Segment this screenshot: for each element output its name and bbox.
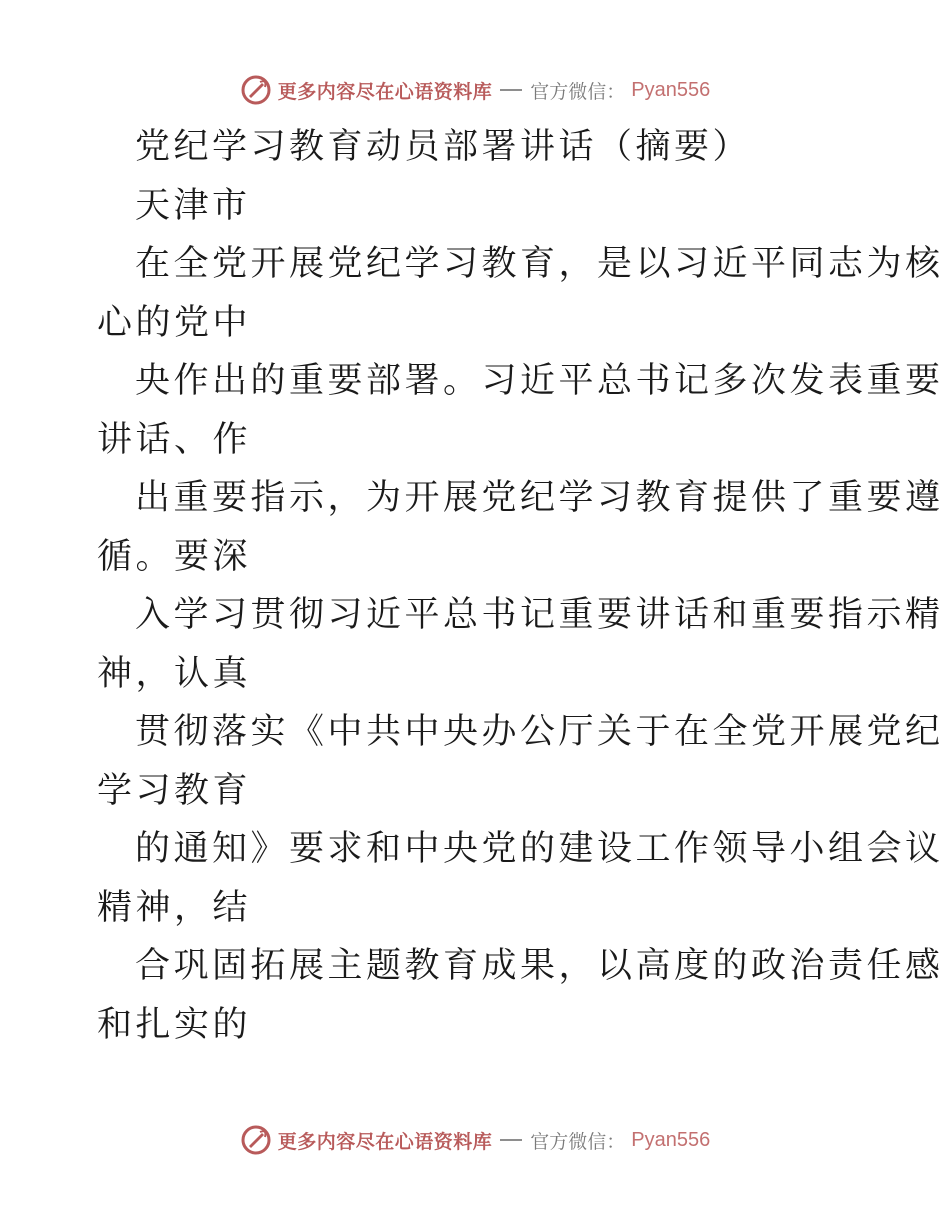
text-line: 在全党开展党纪学习教育，是以习近平同志为核 [135, 244, 944, 284]
text-line: 央作出的重要部署。习近平总书记多次发表重要 [135, 361, 944, 401]
banner-separator [500, 89, 522, 91]
contact-handle: Pyan556 [631, 78, 711, 101]
text-line: 的通知》要求和中央党的建设工作领导小组会议 [135, 829, 944, 869]
footer-watermark-banner [0, 1120, 950, 1160]
contact-handle: Pyan556 [631, 1128, 711, 1151]
text-line: 出重要指示，为开展党纪学习教育提供了重要遵 [135, 478, 944, 518]
document-body [97, 118, 944, 1054]
text-line: 神，认真 [97, 653, 252, 694]
brand-text: 更多内容尽在心语资料库 [277, 1130, 493, 1153]
text-line: 学习教育 [97, 770, 252, 811]
text-line: 和扎实的 [97, 1004, 252, 1045]
text-line: 心的党中 [97, 302, 252, 343]
banner-separator [500, 1139, 522, 1141]
header-watermark-banner [0, 70, 950, 110]
text-line: 精神，结 [97, 887, 252, 928]
text-line: 讲话、作 [97, 419, 252, 460]
document-author: 天津市 [135, 185, 251, 226]
text-line: 入学习贯彻习近平总书记重要讲话和重要指示精 [135, 595, 944, 635]
document-title: 党纪学习教育动员部署讲话（摘要） [135, 127, 752, 167]
brand-text: 更多内容尽在心语资料库 [277, 80, 493, 103]
contact-label: 官方微信： [530, 80, 626, 103]
text-line: 合巩固拓展主题教育成果，以高度的政治责任感 [135, 946, 944, 986]
text-line: 贯彻落实《中共中央办公厅关于在全党开展党纪 [135, 712, 944, 752]
contact-label: 官方微信： [530, 1130, 626, 1153]
quill-logo-icon [240, 1124, 272, 1156]
text-line: 循。要深 [97, 536, 252, 577]
quill-logo-icon [240, 74, 272, 106]
